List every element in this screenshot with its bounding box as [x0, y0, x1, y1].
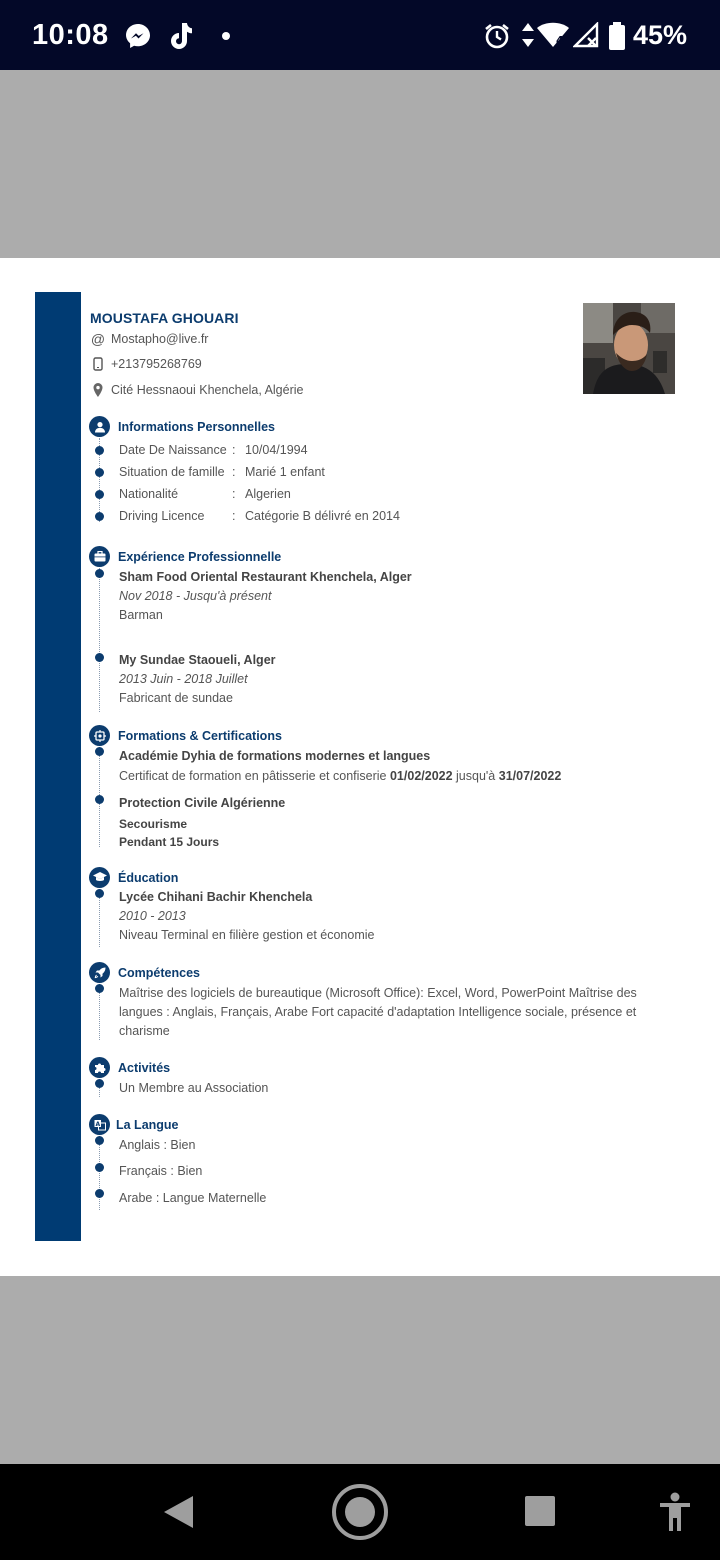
- education-description: Niveau Terminal en filière gestion et économie: [119, 928, 375, 942]
- language-item: Français : Bien: [119, 1164, 203, 1178]
- timeline-dot: [95, 653, 104, 662]
- timeline-dot: [95, 569, 104, 578]
- back-button[interactable]: [160, 1494, 196, 1530]
- timeline-dot: [95, 747, 104, 756]
- section-formations: [89, 725, 282, 746]
- formation-school: Académie Dyhia de formations modernes et langues: [119, 749, 431, 763]
- info-row: Date De Naissance : 10/04/1994: [119, 443, 308, 457]
- profile-photo: [583, 303, 675, 394]
- education-school: Lycée Chihani Bachir Khenchela: [119, 890, 313, 904]
- section-title: Compétences: [118, 965, 200, 980]
- language-item: Arabe : Langue Maternelle: [119, 1191, 267, 1205]
- phone-line: [90, 357, 202, 371]
- section-languages: [89, 1114, 179, 1135]
- signal-icon: [573, 22, 599, 48]
- phone-text: +213795268769: [111, 357, 202, 371]
- puzzle-icon: [89, 1057, 110, 1078]
- status-bar: [0, 0, 720, 70]
- certificate-icon: [89, 725, 110, 746]
- timeline-line: [99, 1136, 100, 1210]
- timeline-dot: [95, 490, 104, 499]
- home-button[interactable]: [330, 1482, 390, 1542]
- tiktok-icon: [167, 21, 195, 51]
- section-title: Éducation: [118, 870, 179, 885]
- section-activities: [89, 1057, 170, 1078]
- formation-description: Certificat de formation en pâtisserie et confiserie 01/02/2022 jusqu'à 31/07/2022: [119, 769, 562, 783]
- section-title: Activités: [118, 1060, 171, 1075]
- timeline-dot: [95, 512, 104, 521]
- formation-detail: Pendant 15 Jours: [119, 835, 220, 849]
- timeline-dot: [95, 984, 104, 993]
- section-personal-info: [89, 416, 275, 437]
- job-period: Nov 2018 - Jusqu'à présent: [119, 589, 272, 603]
- messenger-icon: [124, 22, 152, 50]
- accessibility-button[interactable]: [658, 1492, 692, 1532]
- at-icon: @: [90, 331, 106, 347]
- timeline-line: [99, 568, 100, 712]
- job-period: 2013 Juin - 2018 Juillet: [119, 672, 248, 686]
- clock: 10:08: [32, 19, 109, 51]
- wifi-icon: [536, 22, 570, 48]
- formation-school: Protection Civile Algérienne: [119, 796, 286, 810]
- address-text: Cité Hessnaoui Khenchela, Algérie: [111, 383, 304, 397]
- email-text: Mostapho@live.fr: [111, 332, 209, 346]
- location-pin-icon: [90, 383, 106, 397]
- timeline-dot: [95, 1189, 104, 1198]
- section-skills: [89, 962, 200, 983]
- resume-page[interactable]: [0, 258, 720, 1276]
- timeline-dot: [95, 795, 104, 804]
- timeline-dot: [95, 446, 104, 455]
- resume-side-bar: [35, 292, 81, 1241]
- info-row: Situation de famille : Marié 1 enfant: [119, 465, 325, 479]
- email-line: [90, 331, 208, 347]
- rocket-icon: [89, 962, 110, 983]
- graduation-cap-icon: [89, 867, 110, 888]
- language-item: Anglais : Bien: [119, 1138, 196, 1152]
- job-company: Sham Food Oriental Restaurant Khenchela, Alger: [119, 570, 412, 584]
- section-experience: [89, 546, 281, 567]
- recents-button[interactable]: [523, 1494, 557, 1528]
- education-period: 2010 - 2013: [119, 909, 186, 923]
- section-title: Formations & Certifications: [118, 728, 282, 743]
- timeline-dot: [95, 889, 104, 898]
- svg-text:4: 4: [556, 34, 564, 47]
- resume-name: MOUSTAFA GHOUARI: [90, 310, 239, 326]
- timeline-dot: [95, 468, 104, 477]
- job-role: Fabricant de sundae: [119, 691, 233, 705]
- briefcase-icon: [89, 546, 110, 567]
- section-title: Informations Personnelles: [118, 419, 275, 434]
- skills-text: Maîtrise des logiciels de bureautique (Microsoft Office): Excel, Word, PowerPoint Maîtrise des langues : Anglais, Français, Arabe Fort capacité d'adaptation Intelligence sociale, présence et charisme: [119, 986, 637, 1038]
- battery-icon: [607, 21, 627, 51]
- formation-detail: Secourisme: [119, 817, 188, 831]
- activities-text: Un Membre au Association: [119, 1081, 269, 1095]
- notification-dot: [222, 32, 230, 40]
- address-line: [90, 383, 303, 397]
- data-arrows-icon: [521, 22, 535, 48]
- section-education: [89, 867, 178, 888]
- navigation-bar: [0, 1464, 720, 1560]
- user-icon: [89, 416, 110, 437]
- section-title: Expérience Professionnelle: [118, 549, 282, 564]
- job-role: Barman: [119, 608, 163, 622]
- info-row: Driving Licence : Catégorie B délivré en 2014: [119, 509, 400, 523]
- timeline-dot: [95, 1136, 104, 1145]
- timeline-dot: [95, 1163, 104, 1172]
- alarm-icon: [483, 22, 511, 50]
- svg-text:A: A: [95, 1120, 100, 1128]
- timeline-dot: [95, 1079, 104, 1088]
- phone-icon: [90, 357, 106, 371]
- section-title: La Langue: [116, 1117, 179, 1132]
- job-company: My Sundae Staoueli, Alger: [119, 653, 276, 667]
- battery-percent: 45%: [633, 20, 688, 50]
- info-row: Nationalité : Algerien: [119, 487, 291, 501]
- translate-icon: [89, 1114, 110, 1135]
